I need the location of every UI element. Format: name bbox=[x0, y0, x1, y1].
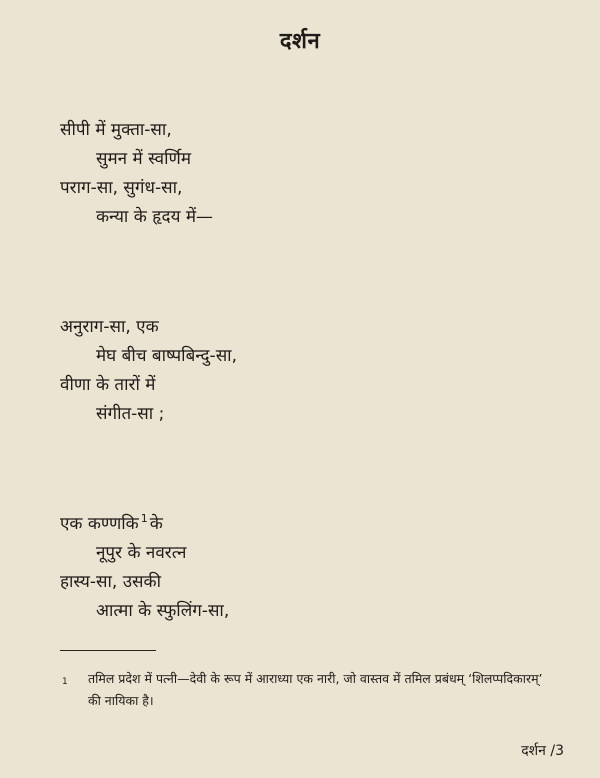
poem-line: कन्या के हृदय में— bbox=[96, 207, 214, 227]
page-footer: दर्शन /3 bbox=[521, 743, 564, 759]
footnote-text-line: तमिल प्रदेश में पत्नी—देवी के रूप में आराध्या एक नारी, जो वास्तव में तमिल प्रबंधम् ‘शिलप्पदिकारम्’ bbox=[88, 671, 543, 686]
stanza-1 bbox=[60, 116, 213, 232]
footnote-divider bbox=[60, 650, 156, 651]
poem-line: हास्य-सा, उसकी bbox=[60, 572, 162, 592]
footnote bbox=[62, 668, 562, 712]
poem-line: मेघ बीच बाष्पबिन्दु-सा, bbox=[96, 346, 237, 366]
poem-line: नूपुर के नवरत्न bbox=[96, 543, 187, 563]
poem-line: संगीत-सा ; bbox=[96, 404, 165, 424]
footnote-text-line: की नायिका है। bbox=[88, 693, 154, 708]
stanza-3 bbox=[60, 510, 229, 626]
poem-line: अनुराग-सा, एक bbox=[60, 317, 159, 337]
poem-line: सुमन में स्वर्णिम bbox=[96, 149, 191, 169]
footnote-number: 1 bbox=[62, 677, 68, 687]
poem-line: वीणा के तारों में bbox=[60, 375, 156, 395]
poem-line-text: के bbox=[149, 514, 163, 534]
poem-line: आत्मा के स्फुलिंग-सा, bbox=[96, 601, 230, 621]
poem-line: पराग-सा, सुगंध-सा, bbox=[60, 178, 183, 198]
poem-line bbox=[60, 510, 229, 539]
poem-line-text: एक कण्णकि bbox=[60, 514, 139, 534]
footnote-reference-mark: 1 bbox=[140, 512, 148, 526]
poem-line: सीपी में मुक्ता-सा, bbox=[60, 120, 172, 140]
page-title: दर्शन bbox=[279, 29, 321, 54]
stanza-2 bbox=[60, 313, 237, 429]
